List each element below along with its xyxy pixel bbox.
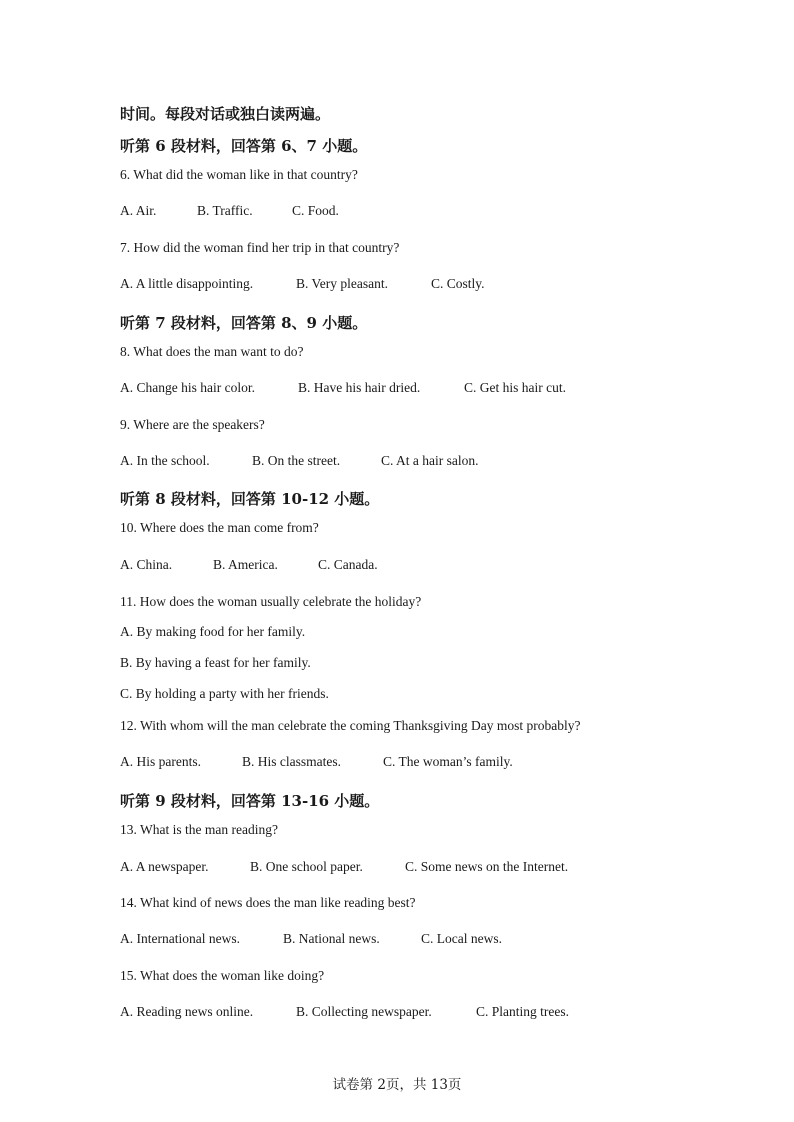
option-12a: A. His parents. bbox=[120, 754, 201, 769]
option-10b: B. America. bbox=[213, 557, 278, 572]
option-15b: B. Collecting newspaper. bbox=[296, 1004, 432, 1019]
option-15a: A. Reading news online. bbox=[120, 1004, 254, 1019]
option-6b: B. Traffic. bbox=[197, 203, 253, 218]
option-9a: A. In the school. bbox=[120, 453, 210, 468]
question-10: 10. Where does the man come from? bbox=[120, 520, 319, 535]
option-9b: B. On the street. bbox=[252, 453, 341, 468]
option-14b: B. National news. bbox=[283, 931, 380, 946]
option-10a: A. China. bbox=[120, 557, 173, 572]
option-6c: C. Food. bbox=[292, 203, 339, 218]
question-8: 8. What does the man want to do? bbox=[120, 344, 304, 359]
option-15c: C. Planting trees. bbox=[476, 1004, 569, 1019]
question-9: 9. Where are the speakers? bbox=[120, 417, 265, 432]
option-11a: A. By making food for her family. bbox=[120, 624, 306, 639]
section-heading-8: 听第 8 段材料，回答第 10-12 小题。 bbox=[120, 490, 380, 508]
option-8a: A. Change his hair color. bbox=[120, 380, 255, 395]
option-8b: B. Have his hair dried. bbox=[298, 380, 421, 395]
option-13b: B. One school paper. bbox=[250, 859, 363, 874]
question-15: 15. What does the woman like doing? bbox=[120, 968, 325, 983]
option-14c: C. Local news. bbox=[421, 931, 502, 946]
option-13c: C. Some news on the Internet. bbox=[405, 859, 569, 874]
question-11: 11. How does the woman usually celebrate the holiday? bbox=[120, 594, 422, 609]
option-9c: C. At a hair salon. bbox=[381, 453, 479, 468]
section-heading-6: 听第 6 段材料，回答第 6、7 小题。 bbox=[120, 137, 368, 155]
option-10c: C. Canada. bbox=[318, 557, 378, 572]
option-11b: B. By having a feast for her family. bbox=[120, 655, 311, 670]
intro-line: 时间。每段对话或独白读两遍。 bbox=[120, 105, 331, 123]
option-8c: C. Get his hair cut. bbox=[464, 380, 566, 395]
question-12: 12. With whom will the man celebrate the coming Thanksgiving Day most probably? bbox=[120, 718, 581, 733]
question-13: 13. What is the man reading? bbox=[120, 822, 278, 837]
option-14a: A. International news. bbox=[120, 931, 240, 946]
option-11c: C. By holding a party with her friends. bbox=[120, 686, 329, 701]
page-footer: 试卷第 2页，共 13页 bbox=[332, 1077, 462, 1093]
question-14: 14. What kind of news does the man like reading best? bbox=[120, 895, 416, 910]
option-13a: A. A newspaper. bbox=[120, 859, 209, 874]
section-heading-7: 听第 7 段材料，回答第 8、9 小题。 bbox=[120, 314, 368, 332]
question-6: 6. What did the woman like in that country? bbox=[120, 167, 358, 182]
option-6a: A. Air. bbox=[120, 203, 157, 218]
option-7c: C. Costly. bbox=[431, 276, 485, 291]
section-heading-9: 听第 9 段材料，回答第 13-16 小题。 bbox=[120, 792, 380, 810]
option-7a: A. A little disappointing. bbox=[120, 276, 254, 291]
option-12b: B. His classmates. bbox=[242, 754, 341, 769]
option-12c: C. The woman’s family. bbox=[383, 754, 513, 769]
option-7b: B. Very pleasant. bbox=[296, 276, 388, 291]
question-7: 7. How did the woman find her trip in that country? bbox=[120, 240, 400, 255]
